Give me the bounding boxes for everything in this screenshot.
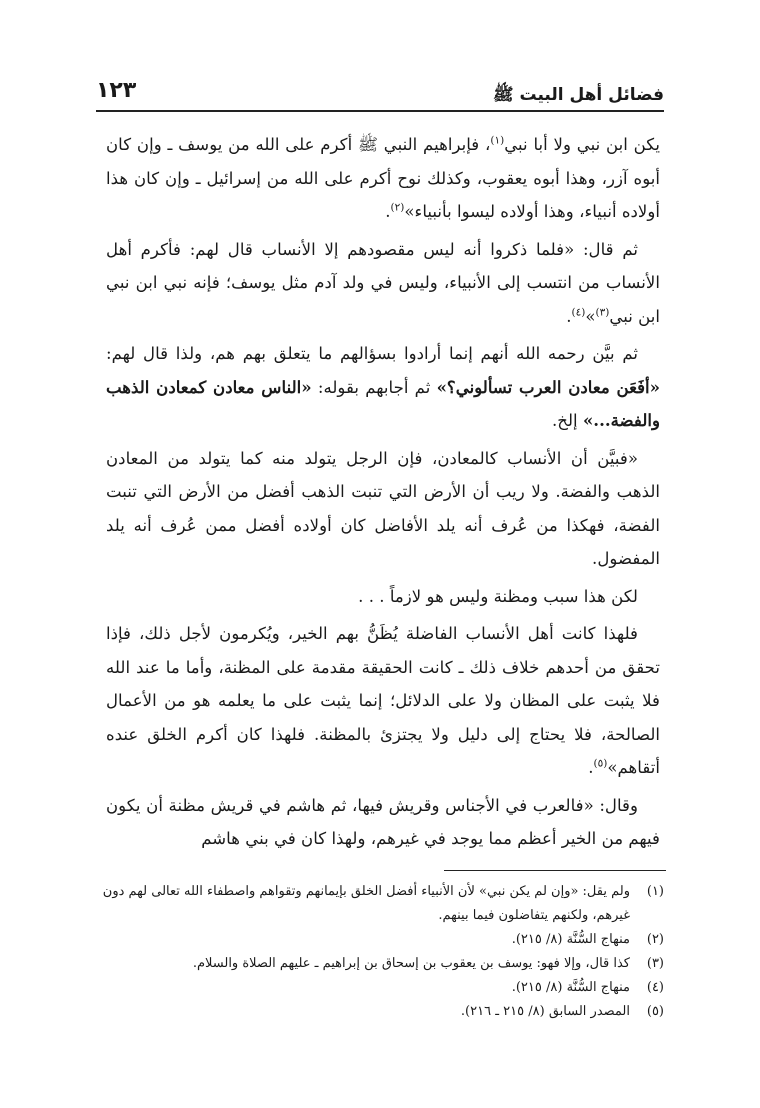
footnote-separator bbox=[444, 870, 666, 871]
footnote-5 bbox=[100, 1000, 664, 1024]
footnote-ref-1[interactable]: (١) bbox=[490, 134, 505, 147]
footnote-number: (٢) bbox=[646, 932, 664, 947]
footnote-number: (٤) bbox=[646, 980, 664, 995]
footnote-ref-3[interactable]: (٣) bbox=[595, 305, 610, 318]
footnote-3 bbox=[100, 952, 664, 976]
paragraph-6: فلهذا كانت أهل الأنساب الفاضلة يُظَنُّ بهم الخير، ويُكرمون لأجل ذلك، فإذا تحقق من أحدهم خلاف ذلك ـ كانت الحقيقة مقدمة على المظنة، وأما ما عند الله فلا يثبت على المظان ولا على الدلائل؛ إنما يثبت على ما يعلمه هو من الأعمال الصالحة، فلا يحتاج إلى دليل ولا يجتزئ بالمظنة. فلهذا كان أكرم الخلق عنده أتقاهم»$^{(٥)}$. bbox=[106, 624, 660, 777]
footnote-number: (١) bbox=[646, 884, 664, 899]
footnote-1 bbox=[100, 880, 664, 928]
paragraph-5: لكن هذا سبب ومظنة وليس هو لازماً . . . bbox=[358, 586, 638, 606]
footnote-text: منهاج السُّنَّة (٨/ ٢١٥). bbox=[511, 980, 630, 995]
footnote-4 bbox=[100, 976, 664, 1000]
hadith-question: «أفَعَن معادن العرب تسألوني؟» bbox=[436, 376, 661, 397]
running-title: فضائل أهل البيت ﷺ bbox=[493, 85, 664, 105]
footnote-text: المصدر السابق (٨/ ٢١٥ ـ ٢١٦). bbox=[460, 1004, 630, 1019]
paragraph-3: ثم بيَّن رحمه الله أنهم إنما أرادوا بسؤالهم ما يتعلق بهم هم، ولذا قال لهم: «أفَعَن معادن العرب تسألوني؟» ثم أجابهم بقوله: «الناس معادن كمعادن الذهب والفضة...» إلخ. bbox=[106, 344, 661, 430]
footnote-text: منهاج السُّنَّة (٨/ ٢١٥). bbox=[511, 932, 630, 947]
paragraph-2: ثم قال: «فلما ذكروا أنه ليس مقصودهم إلا الأنساب قال لهم: فأكرم أهل الأنساب من انتسب إلى الأنبياء، وليس في ولد آدم مثل يوسف؛ فإنه نبي ابن نبي ابن نبي$^{(٣)}$»$^{(٤)}$. bbox=[106, 239, 660, 326]
main-text bbox=[106, 128, 660, 860]
paragraph-1: يكن ابن نبي ولا أبا نبي$^{(١)}$، فإبراهيم النبي ﷺ أكرم على الله من يوسف ـ وإن كان أبوه آزر، وهذا أبوه يعقوب، وكذلك نوح أكرم على الله من إسرائيل ـ وإن كان هذا أولاده أنبياء، وهذا أولاده ليسوا بأنبياء»$^{(٢)}$. bbox=[106, 134, 661, 221]
header-rule bbox=[96, 110, 664, 112]
footnote-2 bbox=[100, 928, 664, 952]
footnote-ref-5[interactable]: (٥) bbox=[593, 757, 608, 770]
running-header bbox=[96, 70, 664, 110]
footnote-ref-4[interactable]: (٤) bbox=[571, 305, 586, 318]
hadith-answer: «الناس معادن كمعادن الذهب والفضة...» bbox=[106, 376, 660, 430]
page-number: ١٢٣ bbox=[96, 78, 137, 103]
footnote-text: ولم يقل: «وإن لم يكن نبي» لأن الأنبياء أفضل الخلق بإيمانهم وتقواهم واصطفاء الله تعالى لهم دون غيرهم، ولكنهم يتفاضلون فيما بينهم. bbox=[102, 884, 630, 923]
footnote-number: (٥) bbox=[646, 1004, 664, 1019]
footnote-ref-2[interactable]: (٢) bbox=[390, 201, 405, 214]
footnote-number: (٣) bbox=[646, 956, 664, 971]
paragraph-4: «فبيَّن أن الأنساب كالمعادن، فإن الرجل يتولد منه كما يتولد من المعادن الذهب والفضة. ولا ريب أن الأرض التي تنبت الذهب أفضل من الأرض التي تنبت الفضة، فهكذا من عُرف أنه يلد الأفاضل كان أولاده أفضل ممن عُرف أنه يلد المفضول. bbox=[106, 448, 660, 568]
paragraph-7: وقال: «فالعرب في الأجناس وقريش فيها، ثم هاشم في قريش مظنة أن يكون فيهم من الخير أعظم مما يوجد في غيرهم، ولهذا كان في بني هاشم bbox=[106, 795, 660, 848]
footnotes bbox=[100, 880, 664, 1024]
footnote-text: كذا قال، وإلا فهو: يوسف بن يعقوب بن إسحاق بن إبراهيم ـ عليهم الصلاة والسلام. bbox=[192, 956, 630, 971]
